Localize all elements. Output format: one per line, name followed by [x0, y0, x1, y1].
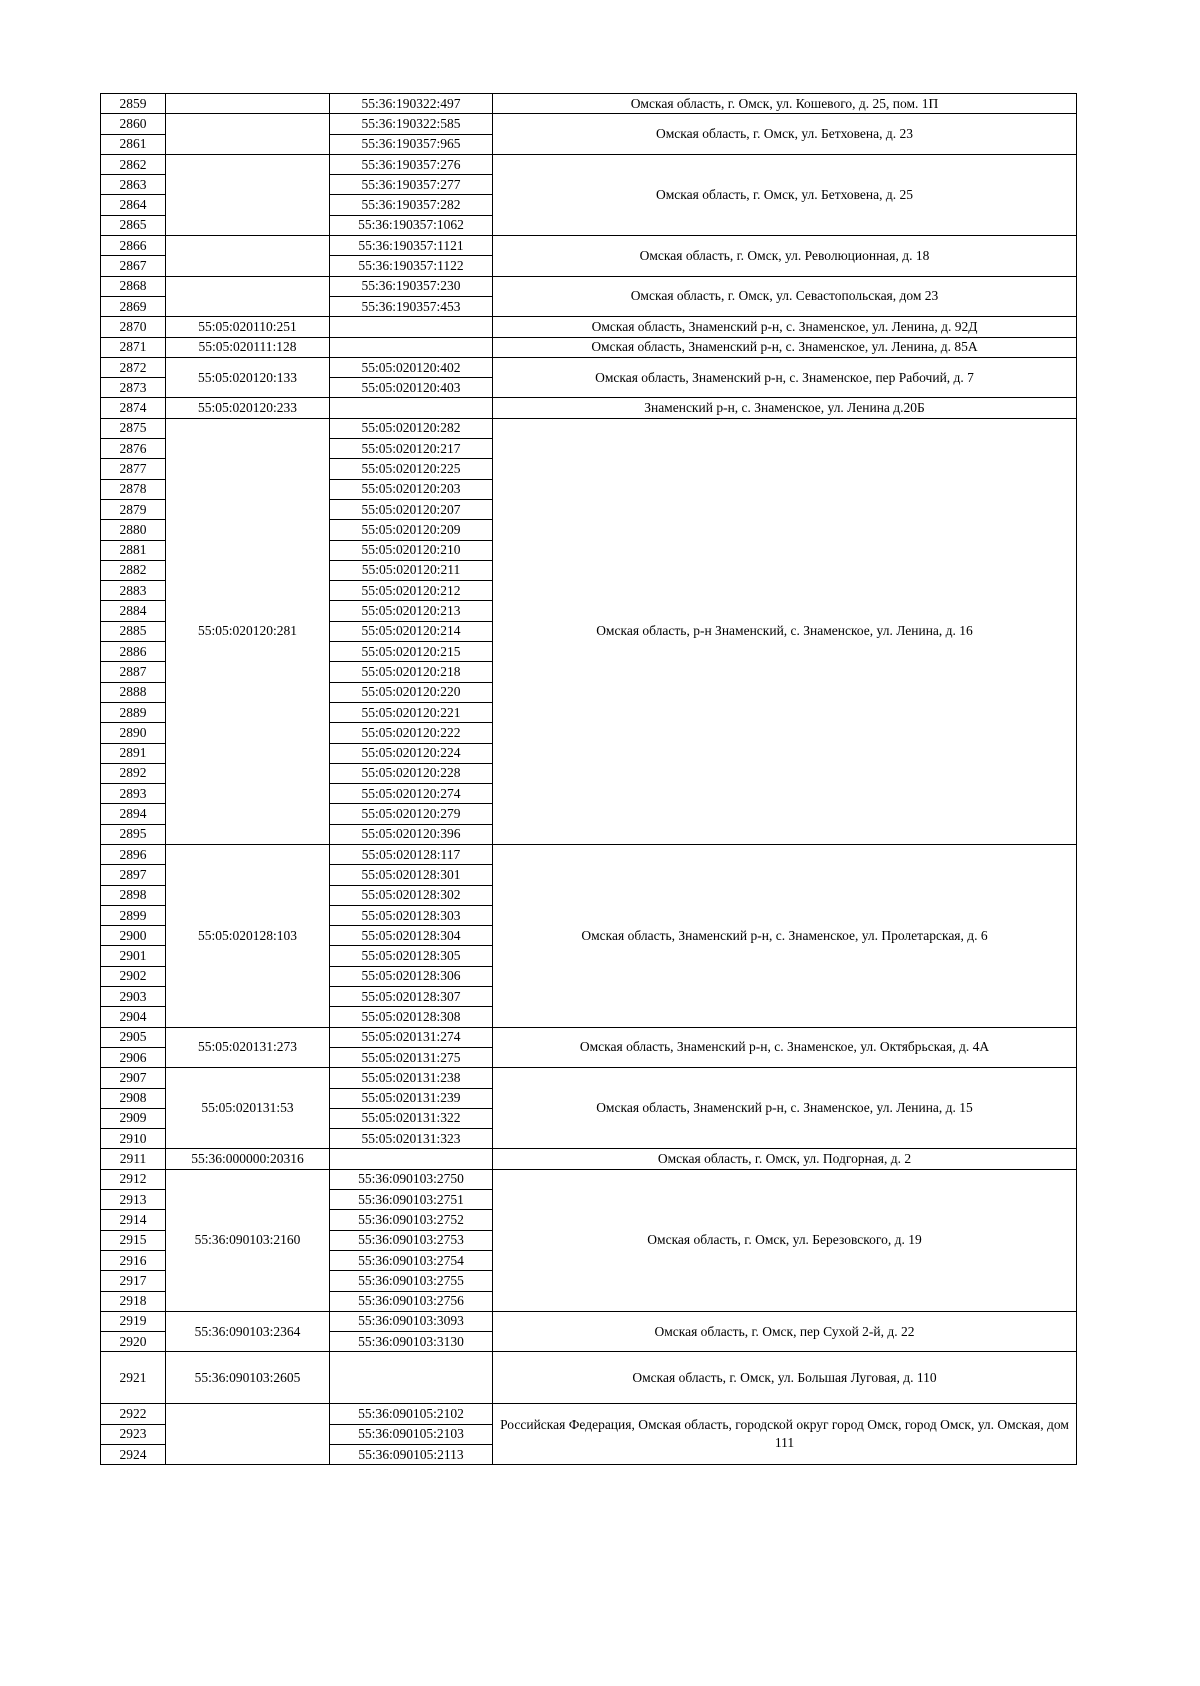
cadastral-number-cell: 55:05:020120:222	[330, 723, 493, 743]
row-number-cell: 2876	[101, 439, 166, 459]
cadastral-number-cell: 55:36:190322:497	[330, 94, 493, 114]
parent-cadastral-cell: 55:05:020128:103	[166, 844, 330, 1027]
address-cell: Знаменский р-н, с. Знаменское, ул. Ленина д.20Б	[493, 398, 1077, 418]
address-cell: Омская область, Знаменский р-н, с. Знаменское, ул. Октябрьская, д. 4А	[493, 1027, 1077, 1068]
table-row	[101, 1352, 1077, 1404]
cadastral-number-cell: 55:36:190357:230	[330, 276, 493, 296]
cadastral-number-cell: 55:36:090103:2751	[330, 1190, 493, 1210]
cadastral-number-cell: 55:36:090103:2753	[330, 1230, 493, 1250]
cadastral-number-cell: 55:05:020120:221	[330, 702, 493, 722]
cadastral-number-cell: 55:05:020128:117	[330, 844, 493, 864]
table-row	[101, 844, 1077, 864]
cadastral-number-cell: 55:05:020120:211	[330, 560, 493, 580]
row-number-cell: 2892	[101, 763, 166, 783]
cadastral-number-cell: 55:05:020128:304	[330, 926, 493, 946]
cadastral-number-cell: 55:36:190357:282	[330, 195, 493, 215]
cadastral-number-cell: 55:36:090103:2756	[330, 1291, 493, 1311]
cadastral-number-cell: 55:36:190357:965	[330, 134, 493, 154]
cadastral-number-cell: 55:05:020120:220	[330, 682, 493, 702]
address-cell: Омская область, Знаменский р-н, с. Знаменское, пер Рабочий, д. 7	[493, 357, 1077, 398]
cadastral-number-cell: 55:36:190322:585	[330, 114, 493, 134]
row-number-cell: 2865	[101, 215, 166, 235]
cadastral-number-cell: 55:05:020131:275	[330, 1047, 493, 1067]
cadastral-number-cell	[330, 337, 493, 357]
table-row	[101, 418, 1077, 438]
cadastral-number-cell: 55:05:020120:228	[330, 763, 493, 783]
cadastral-number-cell: 55:05:020120:402	[330, 357, 493, 377]
address-cell: Омская область, г. Омск, пер Сухой 2-й, д. 22	[493, 1311, 1077, 1352]
row-number-cell: 2904	[101, 1007, 166, 1027]
address-cell: Омская область, г. Омск, ул. Севастопольская, дом 23	[493, 276, 1077, 317]
cadastral-number-cell	[330, 398, 493, 418]
row-number-cell: 2875	[101, 418, 166, 438]
parent-cadastral-cell: 55:05:020111:128	[166, 337, 330, 357]
row-number-cell: 2878	[101, 479, 166, 499]
table-row	[101, 114, 1077, 134]
cadastral-number-cell: 55:36:190357:276	[330, 154, 493, 174]
cadastral-number-cell: 55:36:090103:2752	[330, 1210, 493, 1230]
row-number-cell: 2881	[101, 540, 166, 560]
row-number-cell: 2867	[101, 256, 166, 276]
cadastral-number-cell: 55:36:090105:2102	[330, 1404, 493, 1424]
row-number-cell: 2880	[101, 520, 166, 540]
cadastral-number-cell: 55:05:020120:215	[330, 642, 493, 662]
row-number-cell: 2911	[101, 1149, 166, 1169]
parent-cadastral-cell: 55:36:090103:2364	[166, 1311, 330, 1352]
table-row	[101, 236, 1077, 256]
row-number-cell: 2924	[101, 1445, 166, 1465]
cadastral-number-cell: 55:36:090105:2113	[330, 1445, 493, 1465]
address-cell: Омская область, г. Омск, ул. Бетховена, д. 23	[493, 114, 1077, 155]
row-number-cell: 2883	[101, 581, 166, 601]
cadastral-number-cell: 55:05:020120:213	[330, 601, 493, 621]
cadastral-number-cell: 55:05:020120:224	[330, 743, 493, 763]
row-number-cell: 2894	[101, 804, 166, 824]
row-number-cell: 2885	[101, 621, 166, 641]
cadastral-number-cell: 55:05:020128:302	[330, 885, 493, 905]
address-cell: Омская область, г. Омск, ул. Большая Луговая, д. 110	[493, 1352, 1077, 1404]
cadastral-number-cell	[330, 1352, 493, 1404]
row-number-cell: 2888	[101, 682, 166, 702]
row-number-cell: 2903	[101, 987, 166, 1007]
row-number-cell: 2877	[101, 459, 166, 479]
table-row	[101, 1311, 1077, 1331]
row-number-cell: 2869	[101, 296, 166, 316]
cadastral-number-cell	[330, 317, 493, 337]
row-number-cell: 2919	[101, 1311, 166, 1331]
row-number-cell: 2884	[101, 601, 166, 621]
cadastral-number-cell: 55:05:020120:207	[330, 499, 493, 519]
cadastral-number-cell: 55:36:090103:3130	[330, 1332, 493, 1352]
address-cell: Омская область, Знаменский р-н, с. Знаменское, ул. Ленина, д. 85А	[493, 337, 1077, 357]
cadastral-number-cell: 55:05:020120:279	[330, 804, 493, 824]
cadastral-number-cell: 55:36:190357:1122	[330, 256, 493, 276]
row-number-cell: 2893	[101, 784, 166, 804]
row-number-cell: 2912	[101, 1169, 166, 1189]
row-number-cell: 2902	[101, 966, 166, 986]
parent-cadastral-cell: 55:05:020120:281	[166, 418, 330, 844]
row-number-cell: 2866	[101, 236, 166, 256]
cadastral-number-cell: 55:05:020120:210	[330, 540, 493, 560]
table-row	[101, 276, 1077, 296]
row-number-cell: 2870	[101, 317, 166, 337]
row-number-cell: 2899	[101, 905, 166, 925]
cadastral-number-cell: 55:05:020131:322	[330, 1108, 493, 1128]
row-number-cell: 2900	[101, 926, 166, 946]
cadastral-number-cell: 55:05:020131:323	[330, 1129, 493, 1149]
address-cell: Омская область, Знаменский р-н, с. Знаменское, ул. Ленина, д. 92Д	[493, 317, 1077, 337]
table-row	[101, 1404, 1077, 1424]
cadastral-table	[100, 93, 1077, 1465]
row-number-cell: 2917	[101, 1271, 166, 1291]
parent-cadastral-cell: 55:05:020120:133	[166, 357, 330, 398]
address-cell: Омская область, Знаменский р-н, с. Знаменское, ул. Ленина, д. 15	[493, 1068, 1077, 1149]
parent-cadastral-cell: 55:36:000000:20316	[166, 1149, 330, 1169]
cadastral-number-cell: 55:05:020120:217	[330, 439, 493, 459]
parent-cadastral-cell	[166, 154, 330, 235]
row-number-cell: 2896	[101, 844, 166, 864]
table-row	[101, 337, 1077, 357]
cadastral-number-cell: 55:05:020120:225	[330, 459, 493, 479]
row-number-cell: 2897	[101, 865, 166, 885]
row-number-cell: 2922	[101, 1404, 166, 1424]
row-number-cell: 2913	[101, 1190, 166, 1210]
cadastral-number-cell: 55:05:020128:305	[330, 946, 493, 966]
parent-cadastral-cell: 55:05:020131:53	[166, 1068, 330, 1149]
cadastral-number-cell: 55:36:090103:2755	[330, 1271, 493, 1291]
cadastral-number-cell: 55:05:020128:306	[330, 966, 493, 986]
table-row	[101, 1149, 1077, 1169]
row-number-cell: 2882	[101, 560, 166, 580]
row-number-cell: 2916	[101, 1250, 166, 1270]
row-number-cell: 2915	[101, 1230, 166, 1250]
row-number-cell: 2887	[101, 662, 166, 682]
row-number-cell: 2901	[101, 946, 166, 966]
cadastral-number-cell: 55:36:090103:2754	[330, 1250, 493, 1270]
row-number-cell: 2914	[101, 1210, 166, 1230]
parent-cadastral-cell: 55:36:090103:2605	[166, 1352, 330, 1404]
row-number-cell: 2907	[101, 1068, 166, 1088]
address-cell: Омская область, г. Омск, ул. Березовского, д. 19	[493, 1169, 1077, 1311]
cadastral-number-cell: 55:05:020128:307	[330, 987, 493, 1007]
row-number-cell: 2864	[101, 195, 166, 215]
table-row	[101, 1169, 1077, 1189]
parent-cadastral-cell: 55:36:090103:2160	[166, 1169, 330, 1311]
row-number-cell: 2859	[101, 94, 166, 114]
row-number-cell: 2908	[101, 1088, 166, 1108]
cadastral-number-cell: 55:05:020128:301	[330, 865, 493, 885]
row-number-cell: 2890	[101, 723, 166, 743]
row-number-cell: 2860	[101, 114, 166, 134]
row-number-cell: 2861	[101, 134, 166, 154]
cadastral-number-cell: 55:36:190357:1121	[330, 236, 493, 256]
row-number-cell: 2909	[101, 1108, 166, 1128]
address-cell: Омская область, г. Омск, ул. Бетховена, д. 25	[493, 154, 1077, 235]
cadastral-number-cell	[330, 1149, 493, 1169]
table-row	[101, 154, 1077, 174]
table-row	[101, 94, 1077, 114]
cadastral-number-cell: 55:36:190357:453	[330, 296, 493, 316]
row-number-cell: 2886	[101, 642, 166, 662]
row-number-cell: 2874	[101, 398, 166, 418]
cadastral-number-cell: 55:36:090103:3093	[330, 1311, 493, 1331]
row-number-cell: 2889	[101, 702, 166, 722]
row-number-cell: 2863	[101, 175, 166, 195]
parent-cadastral-cell	[166, 236, 330, 277]
address-cell: Омская область, г. Омск, ул. Подгорная, д. 2	[493, 1149, 1077, 1169]
parent-cadastral-cell: 55:05:020120:233	[166, 398, 330, 418]
cadastral-number-cell: 55:05:020128:303	[330, 905, 493, 925]
table-row	[101, 398, 1077, 418]
row-number-cell: 2906	[101, 1047, 166, 1067]
row-number-cell: 2873	[101, 378, 166, 398]
cadastral-number-cell: 55:05:020120:274	[330, 784, 493, 804]
row-number-cell: 2923	[101, 1424, 166, 1444]
cadastral-number-cell: 55:36:190357:277	[330, 175, 493, 195]
row-number-cell: 2879	[101, 499, 166, 519]
table-row	[101, 317, 1077, 337]
cadastral-number-cell: 55:36:090103:2750	[330, 1169, 493, 1189]
address-cell: Российская Федерация, Омская область, городской округ город Омск, город Омск, ул. Омская, дом 111	[493, 1404, 1077, 1465]
cadastral-number-cell: 55:05:020120:209	[330, 520, 493, 540]
row-number-cell: 2918	[101, 1291, 166, 1311]
row-number-cell: 2920	[101, 1332, 166, 1352]
address-cell: Омская область, г. Омск, ул. Революционная, д. 18	[493, 236, 1077, 277]
cadastral-number-cell: 55:36:190357:1062	[330, 215, 493, 235]
cadastral-number-cell: 55:05:020120:214	[330, 621, 493, 641]
parent-cadastral-cell	[166, 114, 330, 155]
cadastral-number-cell: 55:05:020120:212	[330, 581, 493, 601]
address-cell: Омская область, г. Омск, ул. Кошевого, д. 25, пом. 1П	[493, 94, 1077, 114]
row-number-cell: 2895	[101, 824, 166, 844]
table-row	[101, 1068, 1077, 1088]
table-row	[101, 357, 1077, 377]
parent-cadastral-cell	[166, 276, 330, 317]
row-number-cell: 2898	[101, 885, 166, 905]
row-number-cell: 2872	[101, 357, 166, 377]
cadastral-number-cell: 55:05:020131:239	[330, 1088, 493, 1108]
row-number-cell: 2868	[101, 276, 166, 296]
parent-cadastral-cell: 55:05:020131:273	[166, 1027, 330, 1068]
row-number-cell: 2891	[101, 743, 166, 763]
cadastral-number-cell: 55:05:020128:308	[330, 1007, 493, 1027]
row-number-cell: 2871	[101, 337, 166, 357]
cadastral-number-cell: 55:05:020120:282	[330, 418, 493, 438]
table-body	[101, 94, 1077, 1465]
cadastral-number-cell: 55:05:020120:218	[330, 662, 493, 682]
cadastral-number-cell: 55:05:020120:396	[330, 824, 493, 844]
row-number-cell: 2910	[101, 1129, 166, 1149]
row-number-cell: 2905	[101, 1027, 166, 1047]
parent-cadastral-cell: 55:05:020110:251	[166, 317, 330, 337]
address-cell: Омская область, Знаменский р-н, с. Знаменское, ул. Пролетарская, д. 6	[493, 844, 1077, 1027]
parent-cadastral-cell	[166, 1404, 330, 1465]
table-row	[101, 1027, 1077, 1047]
cadastral-number-cell: 55:05:020131:274	[330, 1027, 493, 1047]
row-number-cell: 2862	[101, 154, 166, 174]
address-cell: Омская область, р-н Знаменский, с. Знаменское, ул. Ленина, д. 16	[493, 418, 1077, 844]
cadastral-number-cell: 55:36:090105:2103	[330, 1424, 493, 1444]
parent-cadastral-cell	[166, 94, 330, 114]
row-number-cell: 2921	[101, 1352, 166, 1404]
cadastral-number-cell: 55:05:020120:203	[330, 479, 493, 499]
cadastral-number-cell: 55:05:020120:403	[330, 378, 493, 398]
cadastral-number-cell: 55:05:020131:238	[330, 1068, 493, 1088]
